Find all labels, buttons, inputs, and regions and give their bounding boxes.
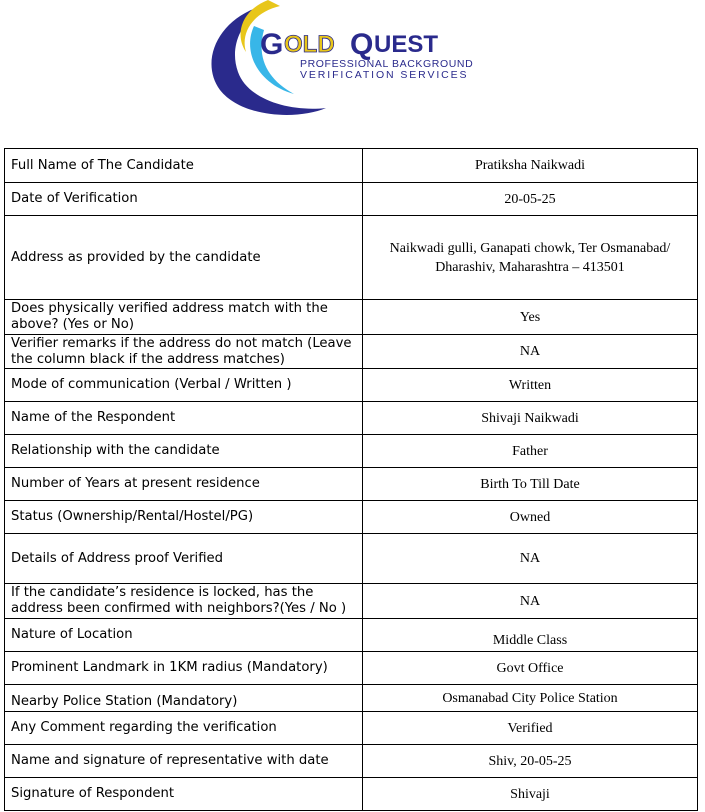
row-value: Pratiksha Naikwadi xyxy=(363,149,698,183)
row-label: Number of Years at present residence xyxy=(5,468,363,501)
table-row xyxy=(5,745,698,778)
table-row xyxy=(5,619,698,652)
table-row xyxy=(5,534,698,584)
logo-word-uest: UEST xyxy=(374,31,439,58)
row-label: Address as provided by the candidate xyxy=(5,216,363,300)
row-label: Verifier remarks if the address do not match (Leave the column black if the address matches) xyxy=(5,335,363,369)
table-row xyxy=(5,778,698,811)
row-value: Owned xyxy=(363,501,698,534)
table-row xyxy=(5,149,698,183)
logo-word-old: OLD xyxy=(284,31,335,58)
row-label: Full Name of The Candidate xyxy=(5,149,363,183)
row-label: Date of Verification xyxy=(5,183,363,216)
goldquest-logo xyxy=(198,0,508,118)
table-row xyxy=(5,300,698,335)
row-label: Name and signature of representative with date xyxy=(5,745,363,778)
table-row xyxy=(5,584,698,619)
table-row xyxy=(5,712,698,745)
row-label: Name of the Respondent xyxy=(5,402,363,435)
row-value: Govt Office xyxy=(363,652,698,685)
table-row xyxy=(5,468,698,501)
row-value: Written xyxy=(363,369,698,402)
table-row xyxy=(5,369,698,402)
row-label: Nearby Police Station (Mandatory) xyxy=(5,685,363,712)
logo-tagline-1: PROFESSIONAL BACKGROUND xyxy=(300,58,474,70)
verification-table xyxy=(4,148,698,811)
logo-letter-q: Q xyxy=(350,28,374,61)
table-row xyxy=(5,216,698,300)
logo-letter-g: G xyxy=(260,28,284,61)
table-row xyxy=(5,183,698,216)
row-label: Details of Address proof Verified xyxy=(5,534,363,584)
row-label: Prominent Landmark in 1KM radius (Mandatory) xyxy=(5,652,363,685)
table-row xyxy=(5,652,698,685)
row-value: 20-05-25 xyxy=(363,183,698,216)
row-value: Shivaji Naikwadi xyxy=(363,402,698,435)
row-label: Nature of Location xyxy=(5,619,363,652)
table-row xyxy=(5,435,698,468)
row-label: Status (Ownership/Rental/Hostel/PG) xyxy=(5,501,363,534)
row-label: Mode of communication (Verbal / Written ) xyxy=(5,369,363,402)
row-label: Any Comment regarding the verification xyxy=(5,712,363,745)
row-value: Osmanabad City Police Station xyxy=(363,685,698,712)
row-value xyxy=(363,216,698,300)
logo-tagline-2: VERIFICATION SERVICES xyxy=(300,69,469,81)
row-value: Middle Class xyxy=(363,619,698,652)
table-row xyxy=(5,335,698,369)
row-value: Shivaji xyxy=(363,778,698,811)
row-value: NA xyxy=(363,335,698,369)
row-value: Yes xyxy=(363,300,698,335)
table-row xyxy=(5,501,698,534)
row-value: Birth To Till Date xyxy=(363,468,698,501)
row-label: Relationship with the candidate xyxy=(5,435,363,468)
table-row xyxy=(5,402,698,435)
address-line-2: Dharashiv, Maharashtra – 413501 xyxy=(435,259,625,275)
row-label: Signature of Respondent xyxy=(5,778,363,811)
row-value: NA xyxy=(363,584,698,619)
row-value: NA xyxy=(363,534,698,584)
row-value: Father xyxy=(363,435,698,468)
row-label: If the candidate’s residence is locked, has the address been confirmed with neighbors?(Yes / No ) xyxy=(5,584,363,619)
table-row xyxy=(5,685,698,712)
row-label: Does physically verified address match with the above? (Yes or No) xyxy=(5,300,363,335)
header-logo-area xyxy=(0,0,705,130)
row-value: Verified xyxy=(363,712,698,745)
address-line-1: Naikwadi gulli, Ganapati chowk, Ter Osmanabad/ xyxy=(389,240,671,256)
row-value: Shiv, 20-05-25 xyxy=(363,745,698,778)
